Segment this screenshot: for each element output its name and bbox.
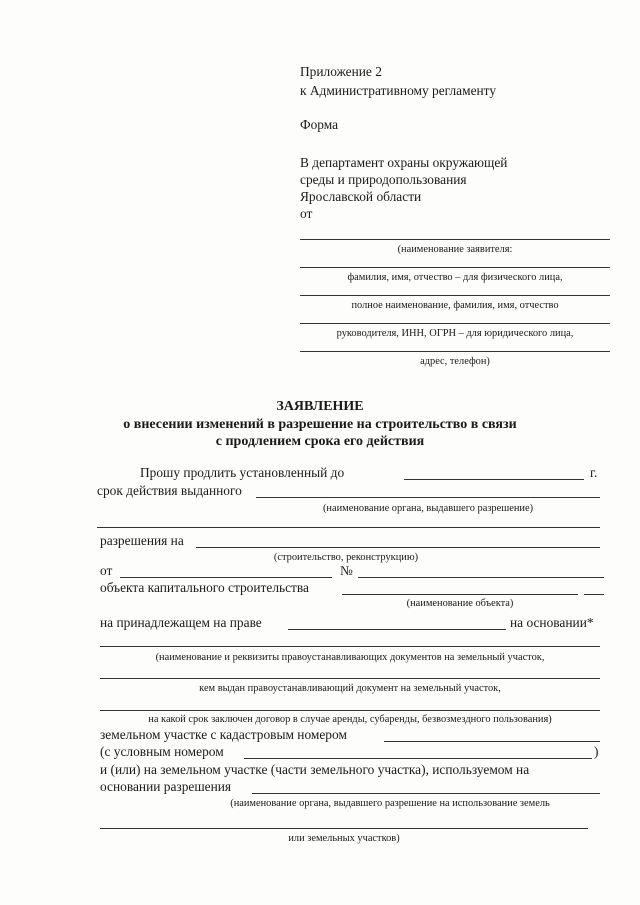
cadastral-label: земельном участке с кадастровым номером — [100, 727, 347, 742]
validity-text: срок действия выданного — [97, 483, 242, 498]
addressee-line-1: В департамент охраны окружающей — [300, 155, 508, 170]
applicant-hint-1: (наименование заявителя: — [397, 244, 513, 255]
object-blank — [342, 594, 578, 595]
object-hint: (наименование объекта) — [406, 598, 514, 609]
land-plots-hint: или земельных участков) — [288, 833, 400, 844]
term-hint: на какой срок заключен договор в случае аренды, субаренды, безвозмездного пользования) — [148, 714, 552, 725]
construction-blank — [196, 547, 600, 548]
number-blank — [358, 577, 604, 578]
land-organ-hint: (наименование органа, выдавшего разрешение на использование земель — [230, 798, 550, 809]
land-permit-blank — [252, 793, 600, 794]
document-subtitle-1: о внесении изменений в разрешение на строительство в связи — [123, 417, 517, 432]
docs-hint: (наименование и реквизиты правоустанавливающих документов на земельный участок, — [155, 652, 545, 663]
number-sign: № — [340, 563, 353, 578]
year-suffix: г. — [590, 465, 598, 480]
land-part-text: и (или) на земельном участке (части земельного участка), используемом на — [100, 762, 530, 777]
right-type-blank — [288, 629, 506, 630]
from-label: от — [300, 206, 313, 221]
docs-blank-2 — [100, 678, 600, 679]
conditional-close: ) — [594, 744, 599, 759]
addressee-line-3: Ярославской области — [300, 189, 422, 204]
object-label: объекта капитального строительства — [100, 580, 309, 595]
extend-request-text: Прошу продлить установленный до — [140, 465, 345, 480]
organ-hint: (наименование органа, выдавшего разрешение) — [322, 503, 534, 514]
organ-blank — [256, 497, 600, 498]
applicant-hint-4: руководителя, ИНН, ОГРН – для юридического лица, — [336, 328, 574, 339]
appendix-reference: к Административному регламенту — [300, 83, 497, 98]
blank-full-1 — [97, 527, 600, 528]
applicant-hint-5: адрес, телефон) — [420, 356, 490, 367]
land-permit-blank-2 — [100, 828, 588, 829]
applicant-blank-4 — [300, 323, 610, 324]
basis-permit-label: основании разрешения — [100, 779, 232, 794]
form-label: Форма — [300, 117, 339, 132]
conditional-label: (с условным номером — [100, 744, 224, 759]
construction-hint: (строительство, реконструкцию) — [273, 552, 419, 563]
ownership-right-label: на принадлежащем на праве — [100, 615, 262, 630]
permit-for-label: разрешения на — [100, 533, 184, 548]
applicant-blank-5 — [300, 351, 610, 352]
applicant-blank-3 — [300, 295, 610, 296]
addressee-line-2: среды и природопользования — [300, 172, 467, 187]
from-date-blank — [120, 577, 332, 578]
docs-blank-1 — [100, 646, 600, 647]
from-date-label: от — [100, 563, 113, 578]
object-blank-tail — [584, 594, 604, 595]
applicant-hint-3: полное наименование, фамилия, имя, отчество — [351, 300, 559, 311]
on-basis-label: на основании* — [510, 615, 594, 630]
applicant-blank-2 — [300, 267, 610, 268]
applicant-hint-2: фамилия, имя, отчество – для физического лица, — [347, 272, 563, 283]
issuer-hint: кем выдан правоустанавливающий документ на земельный участок, — [199, 683, 501, 694]
document-title: ЗАЯВЛЕНИЕ — [276, 399, 364, 414]
conditional-blank — [244, 758, 592, 759]
document-subtitle-2: с продлением срока его действия — [215, 434, 425, 449]
appendix-number: Приложение 2 — [300, 64, 382, 79]
date-blank — [404, 479, 584, 480]
cadastral-blank — [384, 741, 600, 742]
docs-blank-3 — [100, 710, 600, 711]
applicant-blank-1 — [300, 239, 610, 240]
